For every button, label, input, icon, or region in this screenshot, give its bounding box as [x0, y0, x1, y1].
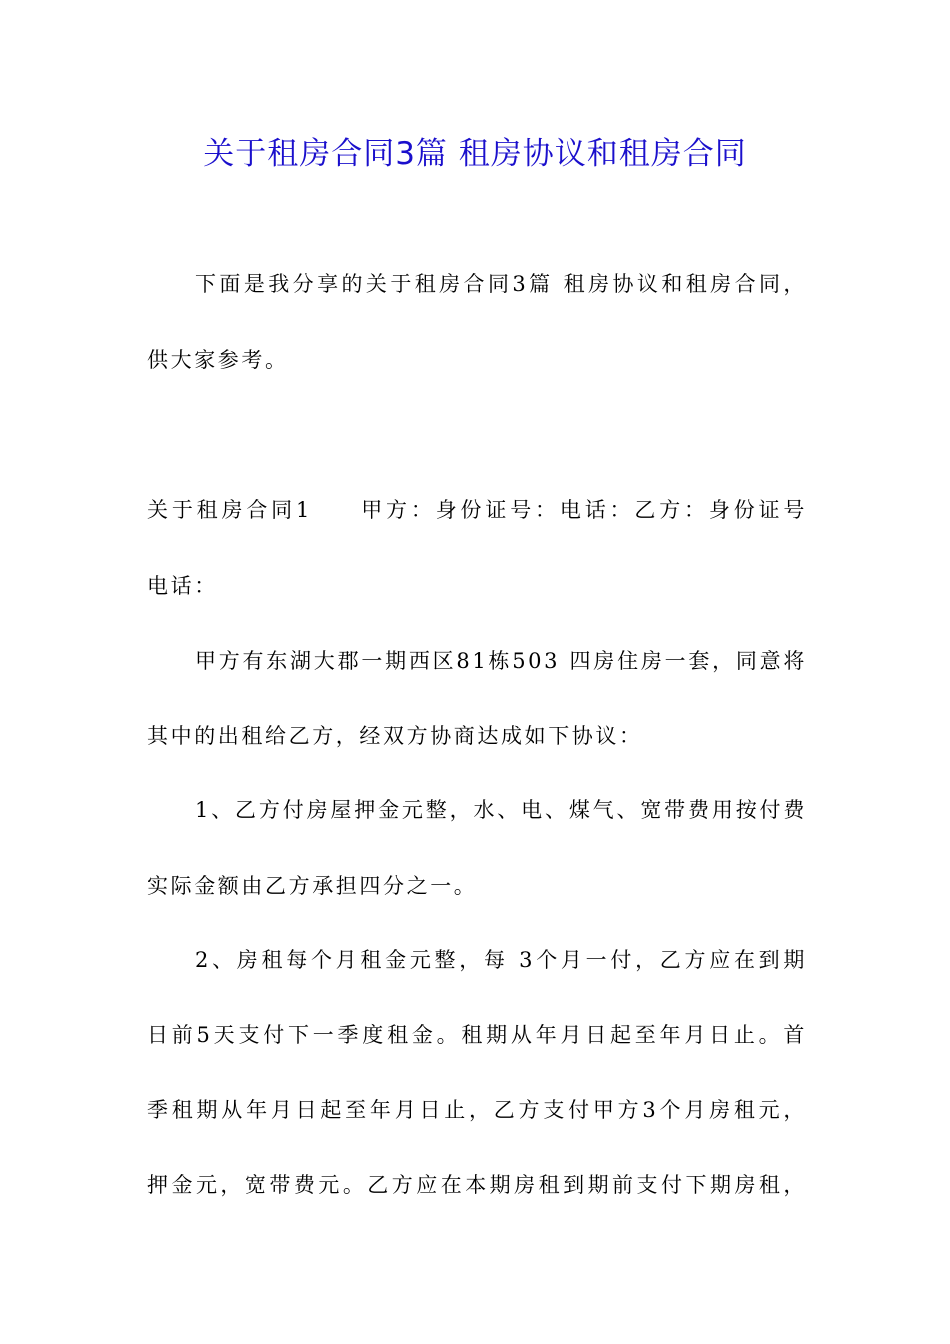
paragraph-1-line-2: 其中的出租给乙方，经双方协商达成如下协议： [147, 724, 643, 748]
clause-1-line-1: 1、乙方付房屋押金元整，水、电、煤气、宽带费用按付费 [195, 798, 807, 822]
intro-line-1: 下面是我分享的关于租房合同3篇 租房协议和租房合同， [195, 272, 807, 296]
section-heading-line-2: 电话： [147, 574, 218, 598]
paragraph-1-line-1: 甲方有东湖大郡一期西区81栋503 四房住房一套，同意将 [195, 649, 807, 673]
clause-2-line-4: 押金元，宽带费元。乙方应在本期房租到期前支付下期房租， [147, 1173, 807, 1197]
clause-2-line-3: 季租期从年月日起至年月日止，乙方支付甲方3个月房租元， [147, 1098, 807, 1122]
clause-2-line-1: 2、房租每个月租金元整，每 3个月一付，乙方应在到期 [195, 948, 807, 972]
clause-2-line-2: 日前5天支付下一季度租金。租期从年月日起至年月日止。首 [147, 1023, 807, 1047]
section-heading-line [147, 490, 807, 530]
section-heading-parties: 甲方：身份证号：电话：乙方：身份证号 [359, 498, 807, 522]
clause-1-line-2: 实际金额由乙方承担四分之一。 [147, 874, 478, 898]
section-heading: 关于租房合同1 [147, 498, 312, 522]
document-title: 关于租房合同3篇 租房协议和租房合同 [203, 136, 747, 172]
intro-line-2: 供大家参考。 [147, 348, 289, 372]
